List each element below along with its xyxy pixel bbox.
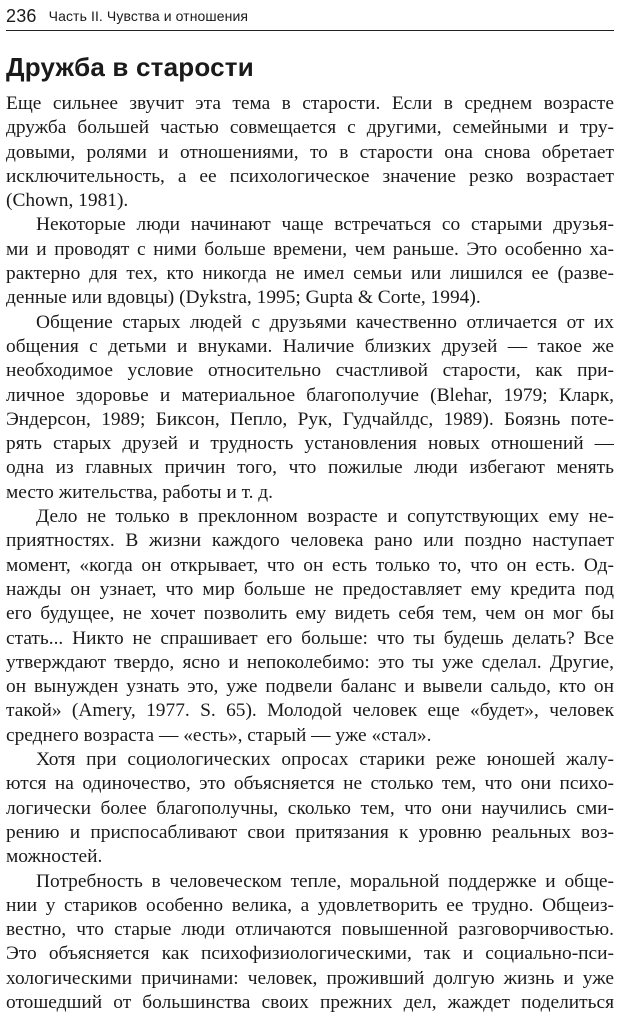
- text-line: отошедший от большинства своих прежних дел, жаждет поделиться: [6, 991, 614, 1013]
- text-line: момент, «когда он открывает, что он есть только то, что он есть. Од-: [6, 554, 614, 576]
- text-line: дружба большей частью совмещается с другими, семейными и тру-: [6, 117, 614, 139]
- text-line: ются на одиночество, это объясняется не столько тем, что они психо-: [6, 773, 614, 795]
- text-line: рактерно для тех, кто никогда не имел семьи или лишился ее (разве-: [6, 263, 614, 285]
- text-line: рению и приспосабливают свои притязания к уровню реальных воз-: [6, 821, 614, 843]
- text-line: Дело не только в преклонном возрасте и сопутствующих ему не-: [36, 506, 614, 528]
- text-line: (Chown, 1981).: [6, 190, 129, 212]
- text-line: такой» (Amery, 1977. S. 65). Молодой человек еще «будет», человек: [6, 700, 614, 722]
- text-line: стать... Никто не спрашивает его больше: что ты будешь делать? Все: [6, 627, 614, 649]
- text-line: Хотя при социологических опросах старики реже юношей жалу-: [36, 749, 614, 771]
- text-line: Это объясняется как психофизиологическими, так и социально-пси-: [6, 943, 614, 965]
- text-line: приятностях. В жизни каждого человека рано или поздно наступает: [6, 530, 614, 552]
- text-line: можностей.: [6, 846, 103, 868]
- text-line: довыми, ролями и отношениями, то в старости она снова обретает: [6, 141, 614, 163]
- text-line: он вынужден узнать это, уже подвели баланс и вывели сальдо, кто он: [6, 676, 614, 698]
- text-line: вестно, что старые люди отличаются повышенной разговорчивостью.: [6, 919, 614, 941]
- text-line: рять старых друзей и трудность установления новых отношений —: [6, 433, 614, 455]
- text-line: личное здоровье и материальное благополучие (Blehar, 1979; Кларк,: [6, 384, 614, 406]
- text-line: Еще сильнее звучит эта тема в старости. Если в среднем возрасте: [6, 93, 614, 114]
- body-text: [6, 92, 614, 1015]
- text-line: необходимое условие относительно счастливой старости, как при-: [6, 360, 614, 382]
- section-heading: Дружба в старости: [6, 52, 254, 82]
- text-line: Эндерсон, 1989; Биксон, Пепло, Рук, Гудчайлдс, 1989). Боязнь поте-: [6, 408, 614, 430]
- text-line: одна из главных причин того, что пожилые люди избегают менять: [6, 457, 614, 479]
- text-line: ми и проводят с ними больше времени, чем раньше. Это особенно ха-: [6, 238, 614, 260]
- page-number: 236: [6, 5, 37, 26]
- text-line: его будущее, не хочет позволить ему видеть себя тем, чем он мог бы: [6, 603, 614, 625]
- text-line: денные или вдовцы) (Dykstra, 1995; Gupta & Corte, 1994).: [6, 287, 481, 309]
- text-line: Общение старых людей с друзьями качественно отличается от их: [36, 311, 614, 333]
- text-line: Некоторые люди начинают чаще встречаться со старыми друзья-: [36, 214, 614, 236]
- text-line: исключительность, а ее психологическое значение резко возрастает: [6, 165, 614, 187]
- text-line: утверждают твердо, ясно и непоколебимо: это ты уже сделал. Другие,: [6, 651, 614, 673]
- text-line: хологическими причинами: человек, проживший долгую жизнь и уже: [6, 967, 614, 989]
- text-line: нии у стариков особенно велика, а удовлетворить ее трудно. Общеиз-: [6, 894, 614, 916]
- text-line: нажды он узнает, что мир больше не предоставляет ему кредита под: [6, 578, 614, 600]
- running-head: [6, 2, 614, 31]
- text-line: Потребность в человеческом тепле, моральной поддержке и обще-: [36, 870, 614, 892]
- text-line: среднего возраста — «есть», старый — уже «стал».: [6, 724, 432, 746]
- part-title: Часть II. Чувства и отношения: [48, 8, 249, 24]
- text-line: общения с детьми и внуками. Наличие близких друзей — такое же: [6, 335, 614, 357]
- book-page: [6, 0, 616, 1013]
- text-line: логически более благополучны, сколько тем, что они научились сми-: [6, 797, 614, 819]
- text-line: место жительства, работы и т. д.: [6, 481, 273, 503]
